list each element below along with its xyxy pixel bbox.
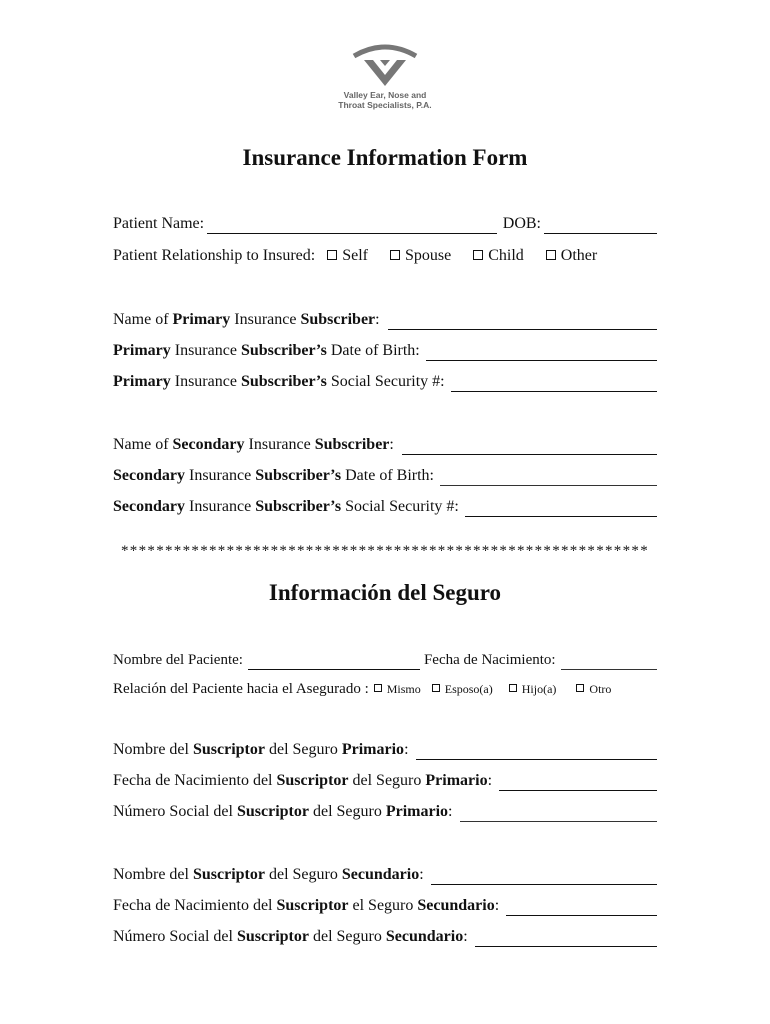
label-part: Insurance [234, 311, 297, 328]
label-part-bold: Secondary [172, 436, 245, 453]
label-part-bold: Primary [172, 311, 231, 328]
option-mismo-label: Mismo [386, 682, 421, 696]
clinic-logo-mark [350, 42, 420, 88]
label-part-bold: Suscriptor [192, 866, 265, 883]
fecha-nacimiento-label: Fecha de Nacimiento: [423, 652, 556, 668]
label-colon: : [419, 866, 424, 883]
label-part-bold: Secondary [113, 498, 185, 515]
label-colon: : [463, 928, 468, 945]
logo-line-2: Throat Specialists, P.A. [338, 100, 432, 110]
checkbox-icon [390, 250, 400, 260]
checkbox-icon [509, 684, 517, 692]
label-part-bold: Primary [113, 342, 171, 359]
checkbox-icon [576, 684, 584, 692]
label-part: Nombre del [113, 866, 189, 883]
nombre-suscriptor-secundario-field[interactable] [431, 869, 657, 885]
checkbox-icon [327, 250, 337, 260]
dob-field[interactable] [544, 218, 657, 234]
label-part: Nombre del [113, 741, 189, 758]
label-part: Insurance [174, 373, 237, 390]
label-part-bold: Suscriptor [236, 803, 309, 820]
numero-suscriptor-secundario-field[interactable] [475, 931, 657, 947]
checkbox-mismo[interactable] [374, 679, 421, 699]
secondary-subscriber-dob-row [113, 466, 657, 486]
label-part-bold: Primario [341, 741, 405, 758]
label-part-bold: Subscriber [314, 436, 390, 453]
checkbox-other[interactable] [546, 246, 597, 266]
label-part: el Seguro [352, 897, 414, 914]
secondary-subscriber-dob-field[interactable] [440, 470, 657, 486]
secondary-subscriber-name-field[interactable] [402, 439, 657, 455]
checkbox-otro[interactable] [576, 679, 611, 699]
fecha-suscriptor-secundario-row [113, 896, 657, 916]
checkbox-self[interactable] [327, 246, 368, 266]
relationship-label: Patient Relationship to Insured: [113, 247, 316, 264]
label-part-bold: Secundario [341, 866, 420, 883]
label-part-bold: Suscriptor [276, 897, 349, 914]
option-child-label: Child [488, 247, 524, 264]
primary-subscriber-dob-field[interactable] [426, 345, 657, 361]
fecha-suscriptor-secundario-field[interactable] [506, 900, 657, 916]
label-part: Social Security #: [345, 498, 459, 515]
checkbox-icon [546, 250, 556, 260]
primary-subscriber-dob-row [113, 341, 657, 361]
patient-name-row [113, 214, 657, 234]
label-part-bold: Suscriptor [236, 928, 309, 945]
label-part-bold: Subscriber’s [240, 373, 327, 390]
nombre-paciente-row [113, 650, 657, 670]
primary-subscriber-ssn-field[interactable] [451, 376, 657, 392]
option-hijo-label: Hijo(a) [521, 682, 557, 696]
numero-suscriptor-secundario-row [113, 927, 657, 947]
nombre-paciente-label: Nombre del Paciente: [113, 652, 243, 668]
label-part: Insurance [248, 436, 311, 453]
label-part: Insurance [174, 342, 237, 359]
label-colon: : [494, 897, 500, 914]
label-part: Número Social del [113, 928, 233, 945]
checkbox-icon [374, 684, 382, 692]
checkbox-child[interactable] [473, 246, 524, 266]
numero-suscriptor-primario-row [113, 802, 657, 822]
option-self-label: Self [342, 247, 368, 264]
fecha-nacimiento-field[interactable] [561, 654, 657, 670]
label-part: Name of [113, 311, 169, 328]
option-other-label: Other [560, 247, 598, 264]
secondary-subscriber-ssn-field[interactable] [465, 501, 657, 517]
checkbox-icon [432, 684, 440, 692]
label-part: del Seguro [268, 741, 338, 758]
label-part: Social Security #: [330, 373, 445, 390]
primary-subscriber-ssn-row [113, 372, 657, 392]
label-part-bold: Primary [113, 373, 171, 390]
nombre-suscriptor-secundario-row [113, 865, 657, 885]
label-part-bold: Suscriptor [276, 772, 349, 789]
nombre-suscriptor-primario-field[interactable] [416, 744, 657, 760]
label-part-bold: Subscriber [300, 311, 376, 328]
secondary-subscriber-name-row [113, 435, 657, 455]
label-part: Número Social del [113, 803, 233, 820]
label-colon: : [448, 803, 453, 820]
option-esposo-label: Esposo(a) [444, 682, 493, 696]
label-part: del Seguro [312, 803, 382, 820]
label-part-bold: Secondary [113, 467, 185, 484]
label-part-bold: Secundario [385, 928, 464, 945]
patient-name-field[interactable] [207, 218, 497, 234]
nombre-paciente-field[interactable] [248, 654, 420, 670]
label-part-bold: Subscriber’s [255, 467, 342, 484]
patient-name-label: Patient Name: [113, 215, 205, 232]
label-part-bold: Primario [385, 803, 449, 820]
label-part: Date of Birth: [330, 342, 420, 359]
nombre-suscriptor-primario-row [113, 740, 657, 760]
numero-suscriptor-primario-field[interactable] [460, 806, 658, 822]
label-part: Fecha de Nacimiento del [113, 772, 273, 789]
fecha-suscriptor-primario-field[interactable] [499, 775, 657, 791]
label-colon: : [375, 311, 380, 328]
label-colon: : [487, 772, 493, 789]
label-part-bold: Suscriptor [192, 741, 265, 758]
section-separator: ************************************************************ [121, 543, 649, 559]
label-part: Insurance [189, 498, 252, 515]
option-spouse-label: Spouse [404, 247, 452, 264]
label-part: Name of [113, 436, 169, 453]
label-part: del Seguro [312, 928, 382, 945]
dob-label: DOB: [502, 215, 541, 232]
label-part: Insurance [189, 467, 252, 484]
label-part-bold: Subscriber’s [255, 498, 342, 515]
primary-subscriber-name-field[interactable] [388, 314, 657, 330]
label-part: del Seguro [352, 772, 422, 789]
label-colon: : [389, 436, 394, 453]
label-part-bold: Primario [425, 772, 488, 789]
relacion-row [113, 679, 657, 699]
label-part: Fecha de Nacimiento del [113, 897, 273, 914]
clinic-logo [320, 42, 450, 114]
form-title: Insurance Information Form [242, 145, 528, 170]
fecha-suscriptor-primario-row [113, 771, 657, 791]
label-part-bold: Subscriber’s [240, 342, 327, 359]
checkbox-esposo[interactable] [432, 679, 493, 699]
checkbox-hijo[interactable] [509, 679, 557, 699]
spanish-form-title: Información del Seguro [268, 580, 502, 605]
secondary-subscriber-ssn-row [113, 497, 657, 517]
relationship-row [113, 246, 657, 266]
option-otro-label: Otro [589, 682, 612, 696]
label-part-bold: Secundario [417, 897, 495, 914]
primary-subscriber-name-row [113, 310, 657, 330]
label-part: Date of Birth: [345, 467, 434, 484]
label-colon: : [404, 741, 409, 758]
checkbox-spouse[interactable] [390, 246, 451, 266]
checkbox-icon [473, 250, 483, 260]
logo-line-1: Valley Ear, Nose and [343, 90, 427, 100]
relacion-label: Relación del Paciente hacia el Asegurado : [113, 681, 369, 697]
label-part: del Seguro [268, 866, 338, 883]
